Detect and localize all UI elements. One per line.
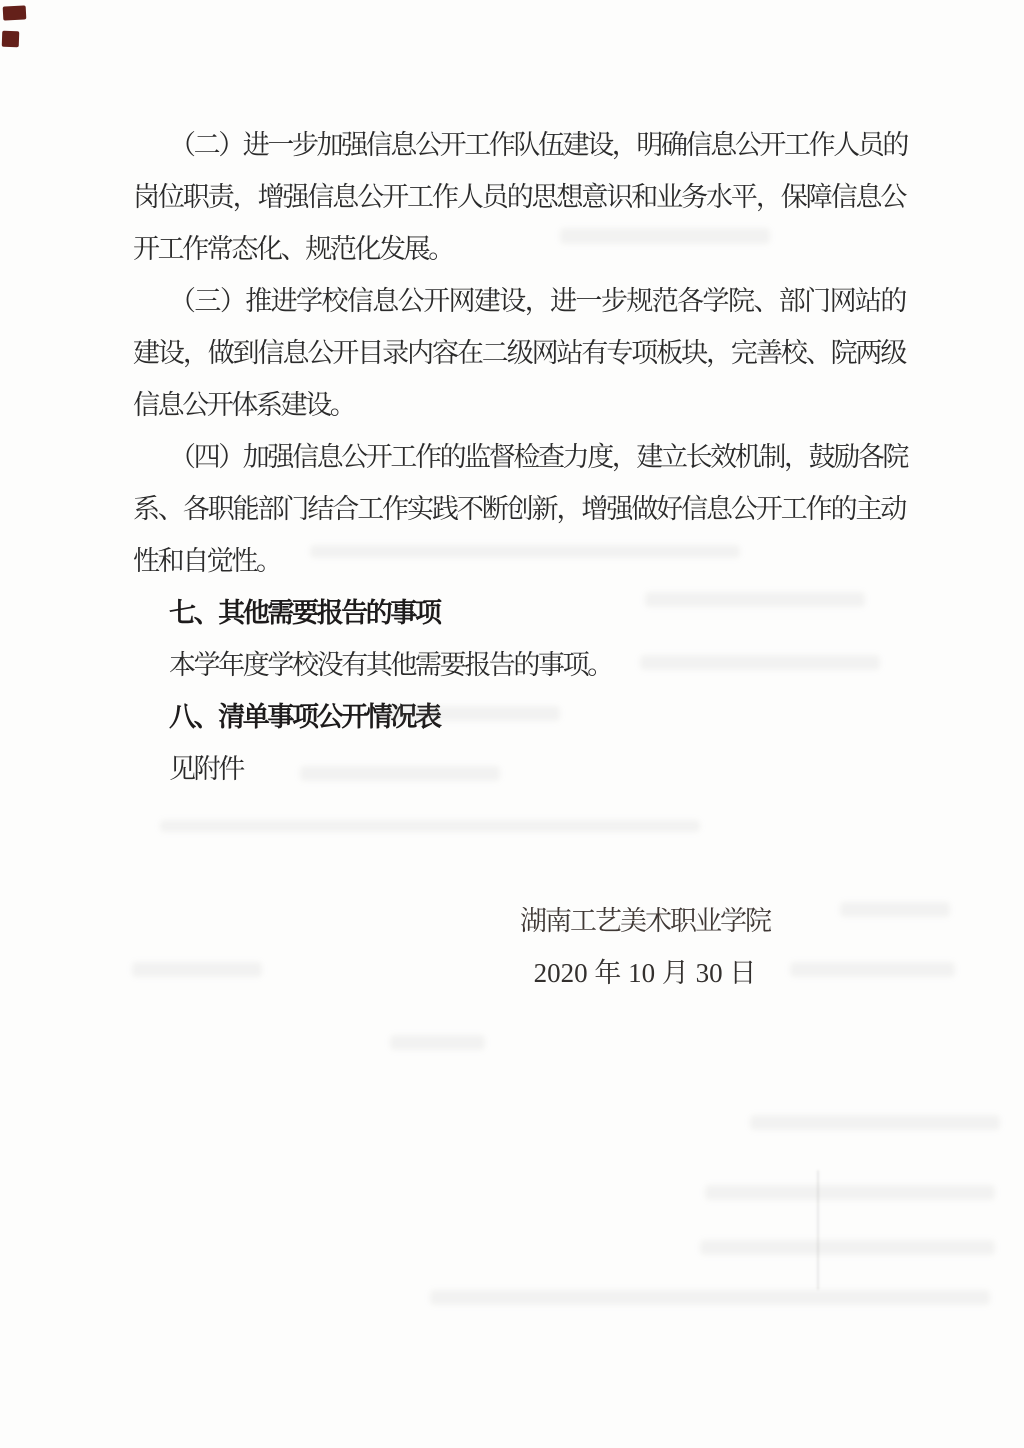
scan-smudge (390, 1035, 485, 1050)
document-line: 开工作常态化、规范化发展。 (133, 234, 453, 264)
scan-corner-mark (2, 31, 20, 48)
issuer-name: 湖南工艺美术职业学院 (520, 906, 770, 936)
paragraph-7: 本学年度学校没有其他需要报告的事项。 (169, 650, 612, 680)
document-line: 系、各职能部门结合工作实践不断创新，增强做好信息公开工作的主动 (133, 494, 905, 524)
paragraph-iii (133, 275, 905, 431)
scan-smudge (160, 820, 700, 832)
document-line: （三）推进学校信息公开网建设，进一步规范各学院、部门网站的 (169, 286, 905, 316)
paragraph-iv (133, 431, 905, 587)
scan-smudge (817, 1170, 819, 1290)
scan-smudge (310, 545, 740, 558)
scan-smudge (300, 766, 500, 781)
paragraph-8: 见附件 (169, 754, 243, 784)
document-line: 信息公开体系建设。 (133, 390, 355, 420)
scan-smudge (645, 592, 865, 607)
issue-date: 2020 年 10 月 30 日 (533, 958, 757, 988)
scan-corner-mark (3, 5, 27, 20)
scan-smudge (790, 962, 955, 977)
document-line: 岗位职责，增强信息公开工作人员的思想意识和业务水平，保障信息公 (133, 182, 905, 212)
scan-smudge (700, 1240, 995, 1255)
document-line: 性和自觉性。 (133, 546, 281, 576)
scan-smudge (380, 706, 560, 721)
document-line: （二）进一步加强信息公开工作队伍建设，明确信息公开工作人员的 (169, 130, 907, 160)
scan-smudge (560, 228, 770, 244)
document-body (133, 119, 905, 999)
scan-smudge (750, 1115, 1000, 1130)
scan-smudge (840, 902, 950, 917)
section-heading-8: 八、清单事项公开情况表 (169, 702, 440, 732)
scan-smudge (640, 655, 880, 670)
document-line: （四）加强信息公开工作的监督检查力度，建立长效机制，鼓励各院 (169, 442, 907, 472)
scan-smudge (705, 1185, 995, 1200)
document-line: 建设，做到信息公开目录内容在二级网站有专项板块，完善校、院两级 (133, 338, 905, 368)
scan-smudge (430, 1290, 990, 1305)
section-heading-7: 七、其他需要报告的事项 (169, 598, 440, 628)
signature-block (385, 895, 905, 999)
scan-smudge (132, 962, 262, 977)
paragraph-ii (133, 119, 905, 275)
